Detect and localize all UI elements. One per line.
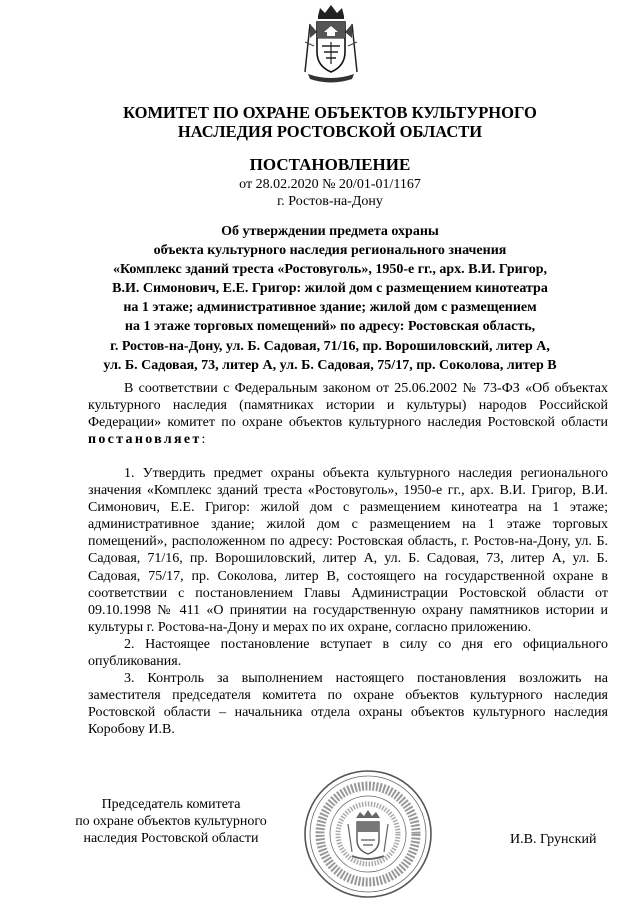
signer-position-line: по охране объектов культурного: [75, 814, 267, 829]
subject-line: ул. Б. Садовая, 73, литер А, ул. Б. Садовая, 75/17, пр. Соколова, литер В: [103, 357, 557, 373]
subject-line: «Комплекс зданий треста «Ростовуголь», 1950-е гг., арх. В.И. Григор,: [112, 262, 548, 278]
signer-position-line: наследия Ростовской области: [83, 831, 259, 846]
subject-line: г. Ростов-на-Дону, ул. Б. Садовая, 71/16, пр. Ворошиловский, литер А,: [110, 338, 550, 354]
signer-name: И.В. Грунский: [510, 832, 597, 847]
committee-name: [60, 103, 600, 141]
official-round-seal-icon: [302, 768, 434, 900]
signer-position: [56, 796, 286, 847]
resolution-items: [88, 465, 608, 739]
document-place: г. Ростов-на-Дону: [277, 194, 383, 209]
subject-line: на 1 этаже; административное здание; жилой дом с размещением: [123, 300, 537, 316]
document-type-title: ПОСТАНОВЛЕНИЕ: [249, 155, 411, 174]
committee-line: НАСЛЕДИЯ РОСТОВСКОЙ ОБЛАСТИ: [177, 122, 483, 141]
preamble-paragraph: [88, 380, 608, 448]
resolution-item: 3. Контроль за выполнением настоящего постановления возложить на заместителя председателя комитета по охране объектов культурного наследия Ростовской области – начальника отдела охраны объектов культурного наследия Коробову И.В.: [88, 671, 608, 738]
document-subject: [60, 222, 600, 375]
rostov-oblast-coat-of-arms-icon: [302, 2, 360, 84]
signer-position-line: Председатель комитета: [101, 797, 241, 812]
subject-line: на 1 этаже торговых помещений» по адресу: Ростовская область,: [124, 319, 536, 335]
preamble-colon: :: [201, 432, 206, 448]
preamble-text: В соответствии с Федеральным законом от 25.06.2002 № 73-ФЗ «Об объектах культурного наследия (памятниках истории и культуры) народов Российской Федерации» комитет по охране объектов культурного наследия Ростовской области: [88, 381, 608, 431]
resolution-item: 2. Настоящее постановление вступает в силу со дня его официального опубликования.: [88, 636, 608, 670]
document-date-number: от 28.02.2020 № 20/01-01/1167: [239, 177, 421, 192]
subject-line: В.И. Симонович, Е.Е. Григор: жилой дом с размещением кинотеатра: [112, 281, 548, 297]
preamble-resolve-word: постановляет: [88, 432, 202, 448]
resolution-item: 1. Утвердить предмет охраны объекта культурного наследия регионального значения «Комплекс зданий треста «Ростовуголь», 1950-е гг., арх. В.И. Григор, В.И. Симонович, Е.Е. Григор: жилой дом с размещением кинотеатра на 1 этаже; административное здание; жилой дом с размещением на 1 этаже торговых помещений», расположенном по адресу: Ростовская область, г. Ростов-на-Дону, ул. Б. Садовая, 71/16, пр. Ворошиловский, литер А, ул. Б. Садовая, 73, литер А, ул. Б. Садовая, 75/17, пр. Соколова, литер В, состоящего на государственной охране в соответствии с постановлением Главы Администрации Ростовской области от 09.10.1998 № 411 «О принятии на государственную охрану памятников истории и культуры г. Ростова-на-Дону и мерах по их охране, согласно приложению.: [88, 466, 608, 635]
subject-line: Об утверждении предмета охраны: [221, 224, 439, 239]
subject-line: объекта культурного наследия регионального значения: [153, 243, 507, 259]
committee-line: КОМИТЕТ ПО ОХРАНЕ ОБЪЕКТОВ КУЛЬТУРНОГО: [123, 103, 537, 122]
